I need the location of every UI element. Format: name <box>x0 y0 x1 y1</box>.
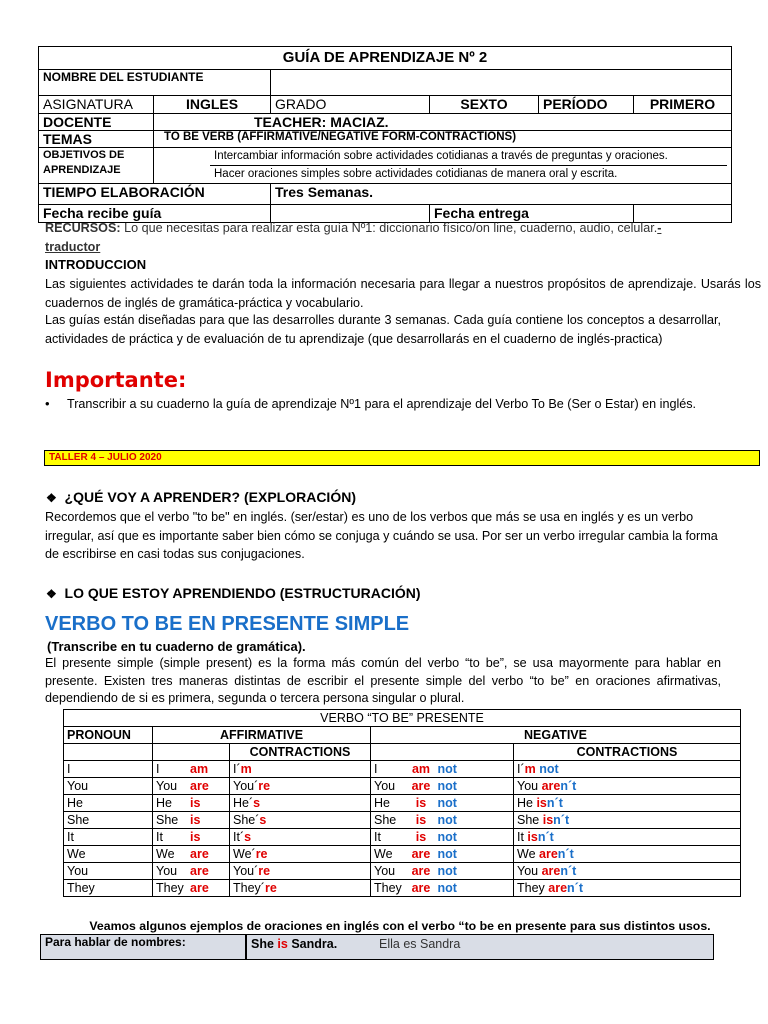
affirmative-cell <box>153 863 230 880</box>
aff-con-subject: We´ <box>233 847 256 861</box>
affirmative-cell <box>153 829 230 846</box>
neg-con-not: n´t <box>546 796 563 810</box>
neg-subject: She <box>374 813 397 827</box>
negative-cell <box>371 863 514 880</box>
neg-verb: are <box>411 779 431 793</box>
aff-con-verb: re <box>258 864 271 878</box>
grade-label: GRADO <box>271 96 430 114</box>
aff-verb: am <box>190 762 209 776</box>
aff-subject: We <box>156 847 175 861</box>
aff-subject: He <box>156 796 172 810</box>
aff-verb: is <box>190 813 201 827</box>
pronoun-cell: I <box>64 761 153 778</box>
diamond-bullet-icon: ❖ <box>46 491 57 505</box>
affirmative-contraction-cell <box>230 829 371 846</box>
aff-subject: She <box>156 813 179 827</box>
neg-con-subject: It <box>517 830 528 844</box>
verb-table-row <box>64 863 741 880</box>
aff-con-verb: s <box>253 796 261 810</box>
neg-not: not <box>437 762 457 776</box>
teacher-value: TEACHER: MACIAZ. <box>154 114 732 131</box>
negative-cell <box>371 829 514 846</box>
neg-not: not <box>437 881 457 895</box>
negative-cell <box>371 761 514 778</box>
aff-subject: You <box>156 779 178 793</box>
neg-con-subject: She <box>517 813 543 827</box>
neg-con-not: n´t <box>560 779 577 793</box>
topics-label: TEMAS <box>39 131 154 148</box>
empty-cell <box>64 744 153 761</box>
verb-table-row <box>64 829 741 846</box>
resources-text: Lo que necesitas para realizar esta guía Nº1: diccionario físico/on line, cuaderno, audio, celular. <box>120 221 658 235</box>
verb-table-row <box>64 880 741 897</box>
neg-con-verb: are <box>541 779 561 793</box>
neg-con-verb: are <box>548 881 568 895</box>
affirmative-cell <box>153 778 230 795</box>
aff-verb: is <box>190 830 201 844</box>
topics-value: TO BE VERB (AFFIRMATIVE/NEGATIVE FORM-CONTRACTIONS) <box>154 131 732 148</box>
objectives-label-line1: OBJETIVOS DE <box>43 149 125 161</box>
aff-verb: are <box>190 881 209 895</box>
negative-cell <box>371 795 514 812</box>
aff-verb: are <box>190 847 209 861</box>
intro-paragraph-2: Las guías están diseñadas para que las desarrolles durante 3 semanas. Cada guía contiene los conceptos a desarrollar, actividades de práctica y de evaluación de tu aprendizaje (que desarrollarás en el cuaderno de inglés-practica) <box>45 313 721 346</box>
negative-cell <box>371 846 514 863</box>
neg-subject: We <box>374 847 393 861</box>
aff-con-verb: m <box>240 762 252 776</box>
aff-subject: You <box>156 864 178 878</box>
contractions-header: CONTRACTIONS <box>514 744 741 761</box>
period-label: PERÍODO <box>539 96 634 114</box>
example-label: Para hablar de nombres: <box>41 935 247 960</box>
pronoun-cell: You <box>64 863 153 880</box>
neg-con-not: n´t <box>553 813 570 827</box>
aff-con-subject: She´ <box>233 813 260 827</box>
time-value: Tres Semanas. <box>271 184 732 205</box>
neg-con-subject: He <box>517 796 537 810</box>
resources-paragraph <box>45 219 761 256</box>
grade-value: SEXTO <box>430 96 539 114</box>
aff-verb: are <box>190 779 209 793</box>
pronoun-cell: It <box>64 829 153 846</box>
aff-subject: It <box>156 830 163 844</box>
objective-item: Intercambiar información sobre actividades cotidianas a través de preguntas y oraciones. <box>214 150 668 162</box>
neg-not: not <box>437 830 457 844</box>
resources-label: RECURSOS: <box>45 221 121 235</box>
aff-con-subject: You´ <box>233 864 259 878</box>
important-bullet-text: Transcribir a su cuaderno la guía de aprendizaje Nº1 para el aprendizaje del Verbo To Be (Ser o Estar) en inglés. <box>67 397 697 411</box>
neg-con-subject: I´ <box>517 762 525 776</box>
negative-header: NEGATIVE <box>371 727 741 744</box>
empty-cell <box>371 744 514 761</box>
objective-item: Hacer oraciones simples sobre actividades cotidianas de manera oral y escrita. <box>210 165 727 183</box>
affirmative-cell <box>153 761 230 778</box>
affirmative-contraction-cell <box>230 761 371 778</box>
important-heading: Importante: <box>45 368 187 392</box>
bullet-icon: • <box>45 396 50 411</box>
objectives-label <box>39 148 154 184</box>
structure-title: VERBO TO BE EN PRESENTE SIMPLE <box>45 613 410 635</box>
explore-heading-text: ¿QUÉ VOY A APRENDER? (EXPLORACIÓN) <box>64 489 356 505</box>
time-label: TIEMPO ELABORACIÓN <box>39 184 271 205</box>
neg-subject: You <box>374 864 396 878</box>
pronoun-header: PRONOUN <box>64 727 153 744</box>
aff-con-subject: He´ <box>233 796 254 810</box>
verb-table-title: VERBO “TO BE” PRESENTE <box>64 710 741 727</box>
neg-verb: is <box>415 813 427 827</box>
aff-con-verb: s <box>259 813 267 827</box>
aff-verb: is <box>190 796 201 810</box>
affirmative-contraction-cell <box>230 778 371 795</box>
diamond-bullet-icon: ❖ <box>46 587 57 601</box>
aff-con-subject: You´ <box>233 779 259 793</box>
negative-contraction-cell <box>514 829 741 846</box>
aff-subject: They <box>156 881 184 895</box>
neg-not: not <box>437 847 457 861</box>
teacher-label: DOCENTE <box>39 114 154 131</box>
negative-cell <box>371 880 514 897</box>
aff-con-verb: re <box>255 847 268 861</box>
explore-paragraph: Recordemos que el verbo "to be" en inglés. (ser/estar) es uno de los verbos que más se usa en inglés y es un verbo irregular, así que es importante saber bien cómo se conjuga y cuándo se usa. Por ser un verbo irregular cambia la forma de escribirse en casi todas sus conjugaciones. <box>45 510 718 561</box>
neg-con-subject: You <box>517 864 542 878</box>
structure-paragraph: El presente simple (simple present) es la forma más común del verbo “to be”, se usa mayormente para hablar en presente. Existen tres maneras distintas de escribir el presente simple del verbo “to be” en oraciones afirmativas, dependiendo de si es primera, segunda o tercera persona singular o plural. <box>45 656 721 705</box>
neg-not: not <box>437 796 457 810</box>
verb-table-row <box>64 812 741 829</box>
affirmative-contraction-cell <box>230 795 371 812</box>
aff-subject: I <box>156 762 160 776</box>
affirmative-contraction-cell <box>230 846 371 863</box>
neg-not: not <box>437 779 457 793</box>
pronoun-cell: She <box>64 812 153 829</box>
neg-verb: is <box>415 796 427 810</box>
pronoun-cell: He <box>64 795 153 812</box>
neg-subject: I <box>374 762 378 776</box>
pronoun-cell: You <box>64 778 153 795</box>
verb-table-row <box>64 778 741 795</box>
negative-contraction-cell <box>514 812 741 829</box>
guide-title: GUÍA DE APRENDIZAJE Nº 2 <box>39 47 732 70</box>
intro-heading: INTRODUCCION <box>45 257 147 272</box>
neg-con-not: n´t <box>567 881 584 895</box>
aff-con-subject: They´ <box>233 881 265 895</box>
example-sentence-start: She <box>251 937 278 951</box>
guide-header-table <box>38 46 732 223</box>
neg-subject: You <box>374 779 396 793</box>
neg-verb: are <box>411 864 431 878</box>
aff-verb: are <box>190 864 209 878</box>
verb-table-body <box>64 761 741 897</box>
aff-con-subject: I´ <box>233 762 241 776</box>
negative-cell <box>371 778 514 795</box>
period-value: PRIMERO <box>634 96 732 114</box>
verb-table-row <box>64 846 741 863</box>
pronoun-cell: We <box>64 846 153 863</box>
resources-link-translator[interactable]: traductor <box>45 239 101 254</box>
negative-contraction-cell <box>514 761 741 778</box>
negative-cell <box>371 812 514 829</box>
negative-contraction-cell <box>514 778 741 795</box>
negative-contraction-cell <box>514 880 741 897</box>
affirmative-contraction-cell <box>230 812 371 829</box>
affirmative-contraction-cell <box>230 863 371 880</box>
intro-paragraph-1: Las siguientes actividades te darán toda la información necesaria para llegar a nuestros propósitos de aprendizaje. Usarás los cuadernos de inglés de gramática-práctica y vocabulario. <box>45 277 761 310</box>
neg-con-not: not <box>535 762 559 776</box>
aff-con-verb: re <box>258 779 271 793</box>
negative-contraction-cell <box>514 795 741 812</box>
neg-con-verb: is <box>542 813 554 827</box>
structure-heading <box>46 585 421 601</box>
affirmative-header: AFFIRMATIVE <box>153 727 371 744</box>
neg-con-subject: They <box>517 881 549 895</box>
verb-table-row <box>64 795 741 812</box>
affirmative-contraction-cell <box>230 880 371 897</box>
affirmative-cell <box>153 880 230 897</box>
neg-verb: is <box>415 830 427 844</box>
negative-contraction-cell <box>514 863 741 880</box>
neg-con-subject: We <box>517 847 539 861</box>
pronoun-cell: They <box>64 880 153 897</box>
verb-to-be-table <box>63 709 741 897</box>
empty-cell <box>153 744 230 761</box>
received-date-label: Fecha recibe guía <box>39 205 271 223</box>
neg-con-subject: You <box>517 779 542 793</box>
structure-subtitle: (Transcribe en tu cuaderno de gramática). <box>47 639 306 654</box>
aff-con-subject: It´ <box>233 830 245 844</box>
neg-not: not <box>437 813 457 827</box>
examples-table <box>40 934 714 960</box>
neg-con-not: n´t <box>537 830 554 844</box>
neg-subject: He <box>374 796 390 810</box>
affirmative-cell <box>153 812 230 829</box>
example-sentence <box>246 935 375 960</box>
contractions-header: CONTRACTIONS <box>230 744 371 761</box>
neg-con-verb: is <box>536 796 547 810</box>
aff-con-verb: s <box>244 830 252 844</box>
affirmative-cell <box>153 846 230 863</box>
neg-con-verb: are <box>541 864 561 878</box>
explore-heading <box>46 489 356 505</box>
neg-con-verb: is <box>527 830 538 844</box>
neg-con-verb: are <box>539 847 558 861</box>
delivery-date-label: Fecha entrega <box>430 205 634 223</box>
neg-subject: It <box>374 830 381 844</box>
example-sentence-end: Sandra. <box>287 937 338 951</box>
example-translation: Ella es Sandra <box>375 935 714 960</box>
neg-verb: am <box>411 762 431 776</box>
subject-label: ASIGNATURA <box>39 96 154 114</box>
neg-verb: are <box>411 847 431 861</box>
workshop-banner: TALLER 4 – JULIO 2020 <box>44 450 760 466</box>
negative-contraction-cell <box>514 846 741 863</box>
objectives-label-line2: APRENDIZAJE <box>43 164 121 176</box>
neg-not: not <box>437 864 457 878</box>
structure-heading-text: LO QUE ESTOY APRENDIENDO (ESTRUCTURACIÓN) <box>64 585 421 601</box>
student-name-field[interactable] <box>271 70 732 96</box>
neg-verb: are <box>411 881 431 895</box>
objectives-list <box>154 148 732 184</box>
resources-link-dash[interactable]: - <box>657 221 662 235</box>
neg-con-not: n´t <box>557 847 574 861</box>
neg-con-verb: m <box>524 762 536 776</box>
verb-table-row <box>64 761 741 778</box>
neg-subject: They <box>374 881 402 895</box>
aff-con-verb: re <box>264 881 277 895</box>
neg-con-not: n´t <box>560 864 577 878</box>
student-name-label: NOMBRE DEL ESTUDIANTE <box>39 70 271 96</box>
examples-intro: Veamos algunos ejemplos de oraciones en inglés con el verbo “to be en presente para sus distintos usos. <box>89 919 711 933</box>
example-verb: is <box>277 937 288 951</box>
subject-value: INGLES <box>154 96 271 114</box>
affirmative-cell <box>153 795 230 812</box>
